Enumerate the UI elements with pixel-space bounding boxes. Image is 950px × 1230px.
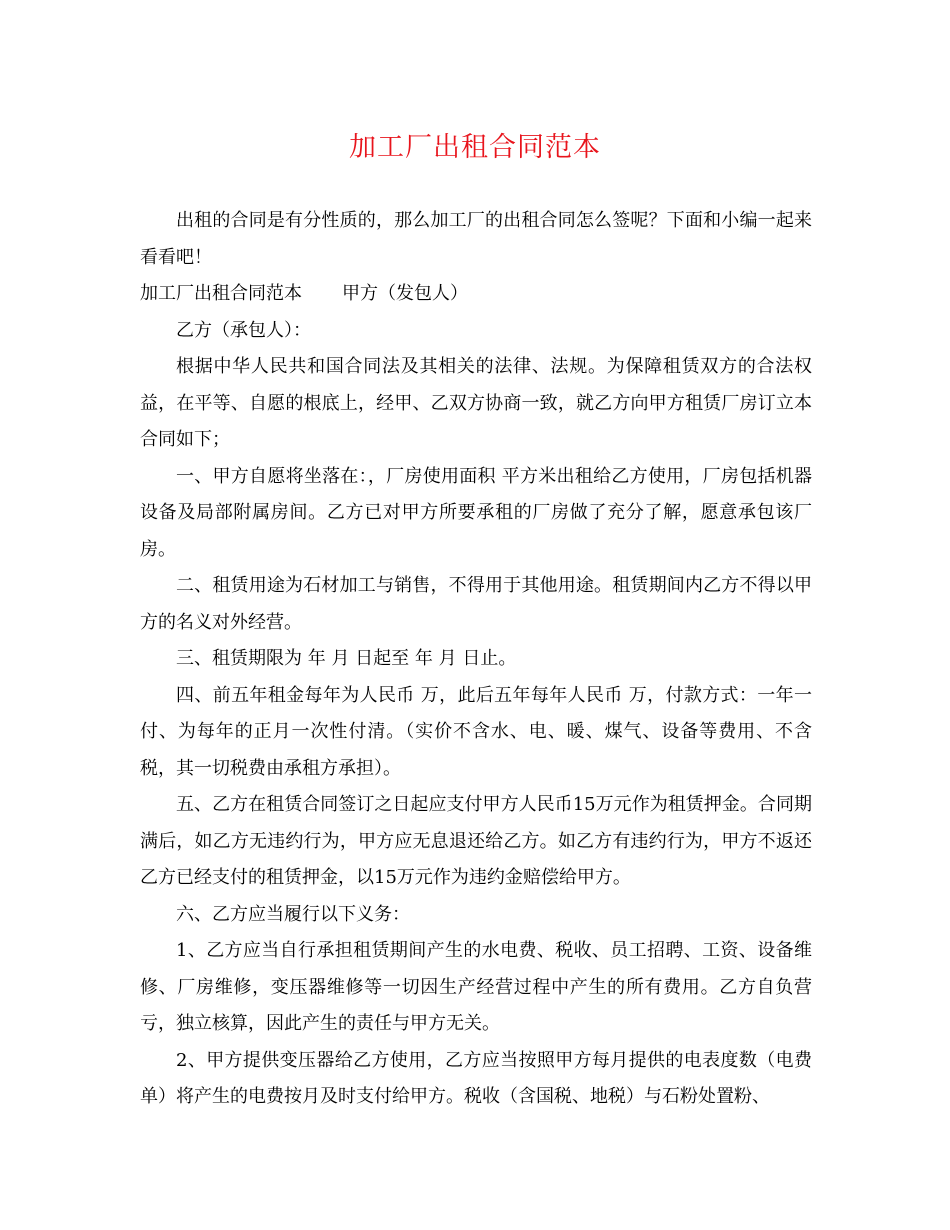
clause-6-2: 2、甲方提供变压器给乙方使用，乙方应当按照甲方每月提供的电表度数（电费单）将产生的电费按月及时支付给甲方。税收（含国税、地税）与石粉处置粉、 [140, 1049, 812, 1107]
clause-3: 三、租赁期限为 年 月 日起至 年 月 日止。 [176, 648, 517, 669]
heading-left: 加工厂出租合同范本 [140, 283, 302, 304]
clause-2: 二、租赁用途为石材加工与销售，不得用于其他用途。租赁期间内乙方不得以甲方的名义对外经营。 [140, 575, 812, 633]
page-title: 加工厂出租合同范本 [349, 132, 601, 163]
intro-paragraph: 出租的合同是有分性质的，那么加工厂的出租合同怎么签呢？下面和小编一起来看看吧！ [140, 210, 812, 268]
clause-6-1: 1、乙方应当自行承担租赁期间产生的水电费、税收、员工招聘、工资、设备维修、厂房维修，变压器维修等一切因生产经营过程中产生的所有费用。乙方自负营亏，独立核算，因此产生的责任与甲方无关。 [140, 940, 812, 1034]
clause-5: 五、乙方在租赁合同签订之日起应支付甲方人民币15万元作为租赁押金。合同期满后，如乙方无违约行为，甲方应无息退还给乙方。如乙方有违约行为，甲方不返还乙方已经支付的租赁押金，以15万元作为违约金赔偿给甲方。 [140, 794, 812, 888]
party-b-label: 乙方（承包人）： [176, 319, 311, 341]
document-body [140, 203, 812, 1116]
preamble-paragraph: 根据中华人民共和国合同法及其相关的法律、法规。为保障租赁双方的合法权益，在平等、自愿的根底上，经甲、乙双方协商一致，就乙方向甲方租赁厂房订立本合同如下； [140, 356, 812, 450]
heading-line [140, 276, 812, 313]
party-a-label: 甲方（发包人） [342, 283, 468, 304]
clause-1: 一、甲方自愿将坐落在：，厂房使用面积 平方米出租给乙方使用，厂房包括机器设备及局部附属房间。乙方已对甲方所要承租的厂房做了充分了解，愿意承包该厂房。 [140, 465, 812, 560]
clause-6: 六、乙方应当履行以下义务： [176, 903, 410, 925]
clause-4: 四、前五年租金每年为人民币 万，此后五年每年人民币 万，付款方式：一年一付、为每年的正月一次性付清。（实价不含水、电、暖、煤气、设备等费用、不含税，其一切税费由承租方承担）。 [140, 684, 812, 779]
